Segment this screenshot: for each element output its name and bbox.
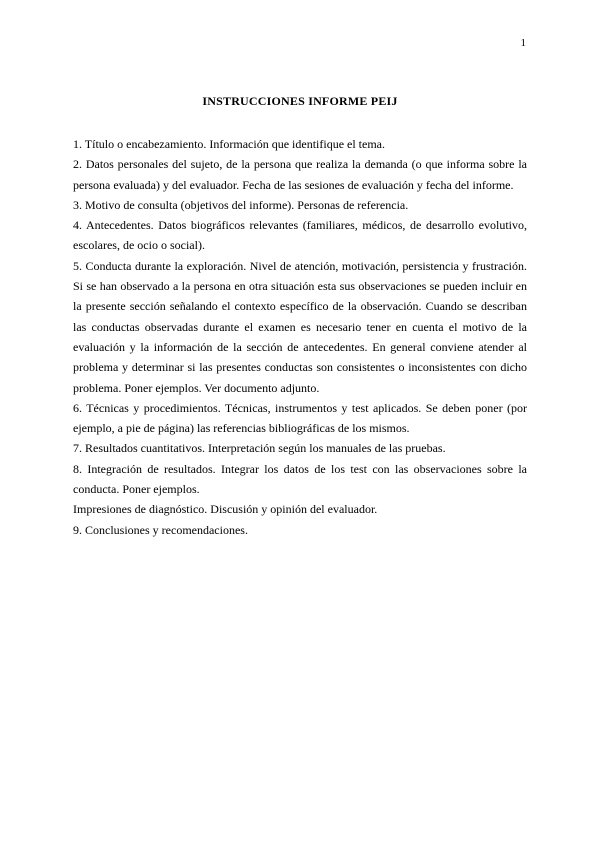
item-conducta-exploracion: 5. Conducta durante la exploración. Nivel de atención, motivación, persistencia y frustración. Si se han observado a la persona en otra situación esta sus observaciones se pueden incluir en la presente sección señalando el contexto específico de la observación. Cuando se describan las conductas observadas durante el examen es necesario tener en cuenta el motivo de la evaluación y la información de la sección de antecedentes. En general conviene atender al problema y determinar si las presentes conductas son consistentes o inconsistentes con dicho problema. Poner ejemplos. Ver documento adjunto.: [73, 258, 527, 395]
item-motivo-consulta: 3. Motivo de consulta (objetivos del informe). Personas de referencia.: [73, 197, 409, 212]
document-body: [73, 134, 527, 540]
item-tecnicas-procedimientos: 6. Técnicas y procedimientos. Técnicas, instrumentos y test aplicados. Se deben poner (por ejemplo, a pie de página) las referencias bibliográficas de los mismos.: [73, 400, 527, 436]
item-datos-personales: 2. Datos personales del sujeto, de la persona que realiza la demanda (o que informa sobre la persona evaluada) y del evaluador. Fecha de las sesiones de evaluación y fecha del informe.: [73, 157, 527, 192]
item-resultados-cuantitativos: 7. Resultados cuantitativos. Interpretación según los manuales de las pruebas.: [73, 441, 446, 456]
item-integracion-resultados: 8. Integración de resultados. Integrar los datos de los test con las observaciones sobre la conducta. Poner ejemplos.: [73, 461, 527, 497]
item-impresiones-diagnostico: Impresiones de diagnóstico. Discusión y opinión del evaluador.: [73, 502, 378, 517]
item-antecedentes: 4. Antecedentes. Datos biográficos relevantes (familiares, médicos, de desarrollo evolutivo, escolares, de ocio o social).: [73, 218, 527, 253]
item-titulo: 1. Título o encabezamiento. Información que identifique el tema.: [73, 137, 385, 151]
document-title: INSTRUCCIONES INFORME PEIJ: [202, 94, 398, 108]
item-conclusiones: 9. Conclusiones y recomendaciones.: [73, 522, 248, 537]
page-number: 1: [520, 37, 526, 49]
